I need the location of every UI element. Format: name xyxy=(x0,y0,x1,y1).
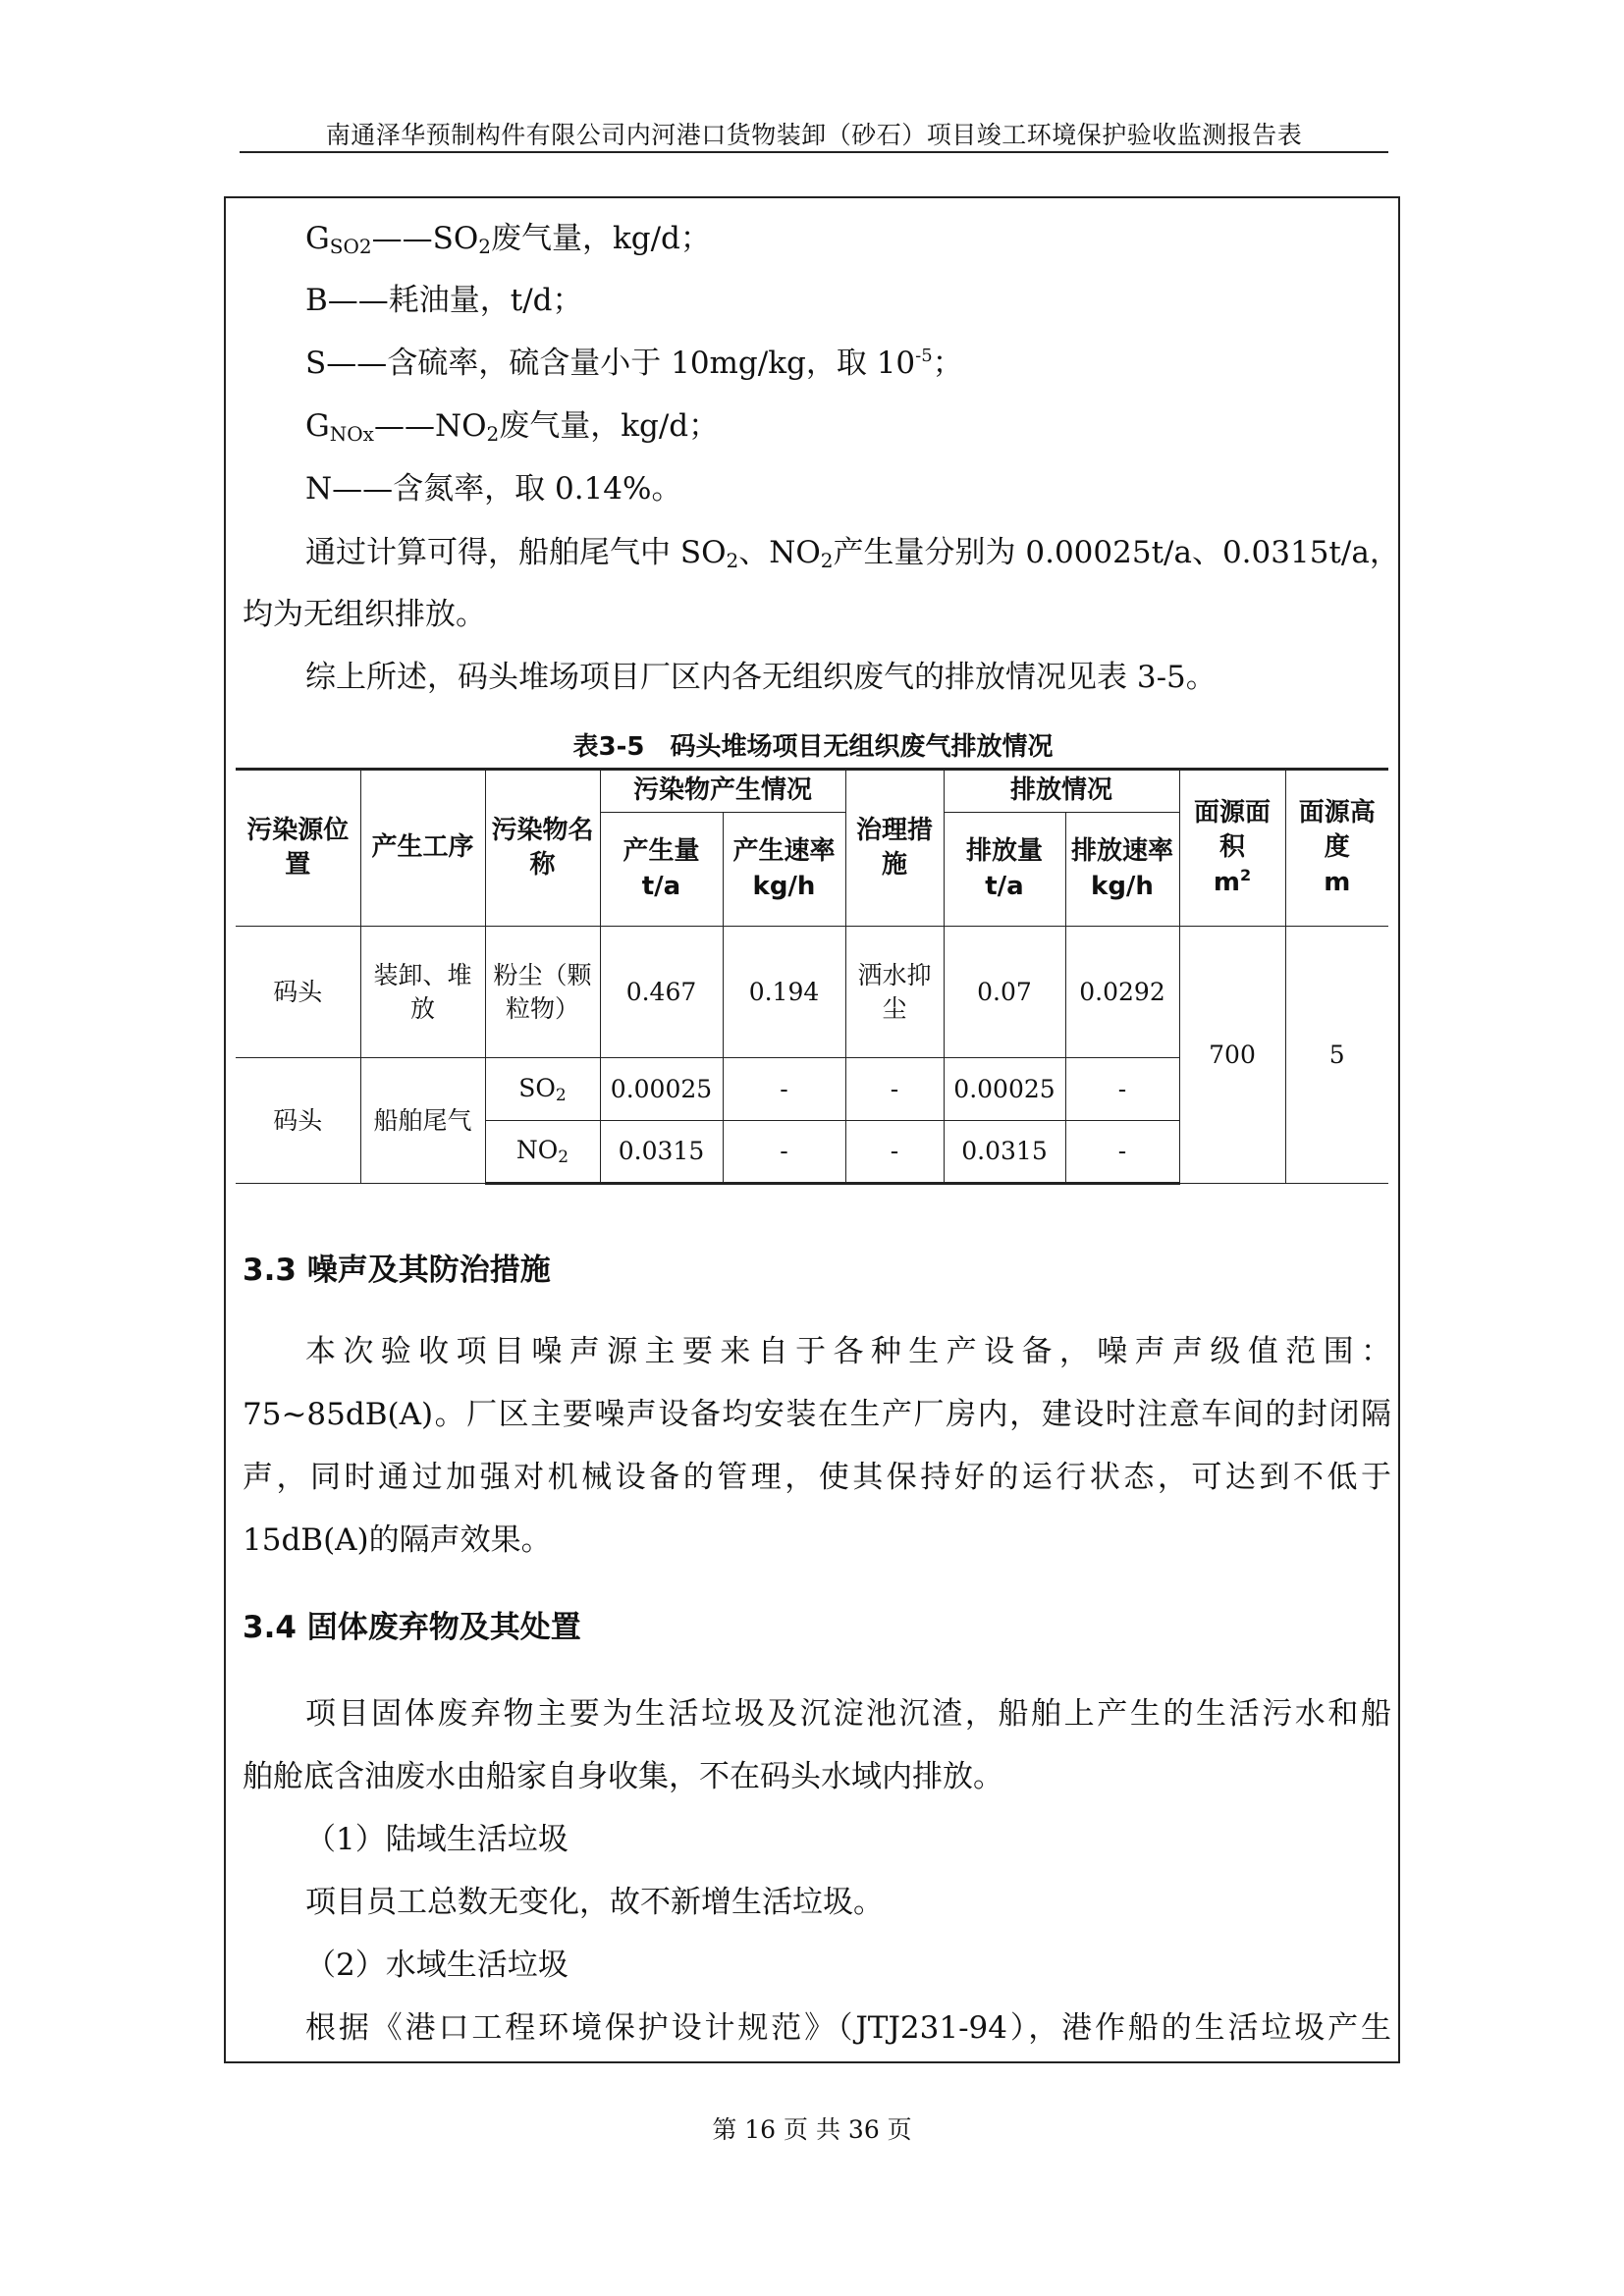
cell-emit-rate: - xyxy=(1065,1058,1179,1121)
header-emission-rate: 排放速率kg/h xyxy=(1065,813,1179,927)
definition-text: 废气量，kg/d； xyxy=(499,408,720,444)
table-caption: 表3-5 码头堆场项目无组织废气排放情况 xyxy=(572,732,1054,762)
header-pollutant: 污染物名称 xyxy=(485,770,600,927)
document-header: 南通泽华预制构件有限公司内河港口货物装卸（砂石）项目竣工环境保护验收监测报告表 xyxy=(325,121,1303,149)
cell-gen-amount: 0.467 xyxy=(600,927,723,1058)
paragraph-line: 15dB(A)的隔声效果。 xyxy=(243,1522,552,1558)
cell-pollutant-text: SO xyxy=(518,1073,556,1102)
paragraph-line: 本次验收项目噪声源主要来自于各种生产设备，噪声声级值范围： xyxy=(305,1334,1391,1369)
definition-text: ； xyxy=(932,346,963,381)
header-rule xyxy=(240,151,1388,153)
definition-b: B——耗油量，t/d； xyxy=(305,283,583,318)
header-generation-amount: 产生量t/a xyxy=(600,813,723,927)
definition-text: S——含硫率，硫含量小于 10mg/kg，取 10 xyxy=(305,346,916,381)
cell-gen-amount: 0.00025 xyxy=(600,1058,723,1121)
header-height-label: 面源高度 xyxy=(1298,798,1376,863)
paragraph-line: （1）陆域生活垃圾 xyxy=(305,1822,568,1857)
definition-text: ——NO xyxy=(373,408,487,444)
cell-gen-rate: - xyxy=(723,1121,845,1184)
definition-gso2 xyxy=(305,213,711,258)
cell-pollutant-subscript: 2 xyxy=(555,1085,567,1105)
paragraph-subscript: 2 xyxy=(820,549,834,572)
cell-gen-rate: 0.194 xyxy=(723,927,845,1058)
header-emission-group: 排放情况 xyxy=(944,770,1179,813)
definition-symbol: G xyxy=(305,408,330,444)
paragraph-text: 产生量分别为 0.00025t/a、0.0315t/a， xyxy=(833,535,1400,570)
page-number: 第 16 页 共 36 页 xyxy=(712,2115,912,2144)
cell-treatment: 洒水抑尘 xyxy=(845,927,944,1058)
definition-subscript: SO2 xyxy=(329,235,372,258)
cell-pollutant xyxy=(485,1058,600,1121)
paragraph-line: （2）水域生活垃圾 xyxy=(305,1948,568,1983)
cell-emit-amount: 0.07 xyxy=(944,927,1065,1058)
cell-process: 船舶尾气 xyxy=(360,1058,485,1184)
cell-gen-amount: 0.0315 xyxy=(600,1121,723,1184)
cell-height: 5 xyxy=(1285,927,1388,1184)
definition-s xyxy=(305,338,963,382)
header-height xyxy=(1285,770,1388,927)
header-location: 污染源位置 xyxy=(236,770,360,927)
definition-subscript: 2 xyxy=(478,235,491,258)
header-area-label: 面源面积 xyxy=(1193,797,1271,862)
cell-location: 码头 xyxy=(236,1058,360,1184)
paragraph-line: 声，同时通过加强对机械设备的管理，使其保持好的运行状态，可达到不低于 xyxy=(243,1460,1391,1495)
paragraph-text: 、NO xyxy=(738,535,821,570)
cell-treatment: - xyxy=(845,1121,944,1184)
header-generation-group: 污染物产生情况 xyxy=(600,770,845,813)
header-area xyxy=(1179,770,1285,927)
cell-emit-amount: 0.0315 xyxy=(944,1121,1065,1184)
cell-emit-rate: - xyxy=(1065,1121,1179,1184)
header-area-unit-sup: 2 xyxy=(1239,866,1252,885)
cell-pollutant xyxy=(485,1121,600,1184)
cell-gen-rate: - xyxy=(723,1058,845,1121)
cell-pollutant-text: NO xyxy=(515,1136,559,1165)
cell-pollutant: 粉尘（颗粒物） xyxy=(485,927,600,1058)
definition-subscript: 2 xyxy=(486,422,500,446)
definition-gnox xyxy=(305,400,719,446)
paragraph-line: 75~85dB(A)。厂区主要噪声设备均安装在生产厂房内，建设时注意车间的封闭隔 xyxy=(243,1397,1391,1432)
paragraph-line: 综上所述，码头堆场项目厂区内各无组织废气的排放情况见表 3-5。 xyxy=(305,660,1217,695)
section-heading: 3.4 固体废弃物及其处置 xyxy=(243,1610,581,1645)
cell-process: 装卸、堆放 xyxy=(360,927,485,1058)
section-heading: 3.3 噪声及其防治措施 xyxy=(243,1253,551,1288)
definition-text: ——SO xyxy=(371,221,479,256)
paragraph-line: 根据《港口工程环境保护设计规范》（JTJ231-94），港作船的生活垃圾产生 xyxy=(305,2010,1391,2046)
definition-superscript: -5 xyxy=(915,346,933,366)
paragraph-text: 通过计算可得，船舶尾气中 SO xyxy=(305,535,727,570)
header-process: 产生工序 xyxy=(360,770,485,927)
definition-n: N——含氮率，取 0.14%。 xyxy=(305,471,682,507)
cell-pollutant-subscript: 2 xyxy=(558,1148,569,1168)
cell-treatment: - xyxy=(845,1058,944,1121)
table-row xyxy=(236,927,1388,1058)
paragraph-subscript: 2 xyxy=(726,549,739,572)
definition-text: 废气量，kg/d； xyxy=(490,221,711,256)
header-treatment: 治理措施 xyxy=(845,770,944,927)
paragraph-line: 项目员工总数无变化，故不新增生活垃圾。 xyxy=(305,1885,884,1920)
header-emission-amount: 排放量t/a xyxy=(944,813,1065,927)
definition-subscript: NOx xyxy=(329,422,374,446)
header-height-unit: m xyxy=(1324,867,1351,897)
cell-location: 码头 xyxy=(236,927,360,1058)
header-area-unit: m xyxy=(1213,868,1240,898)
definition-symbol: G xyxy=(305,221,330,256)
emission-table xyxy=(236,768,1388,1185)
paragraph-line xyxy=(305,527,1400,572)
paragraph-line: 项目固体废弃物主要为生活垃圾及沉淀池沉渣，船舶上产生的生活污水和船 xyxy=(305,1696,1391,1732)
paragraph-line: 均为无组织排放。 xyxy=(243,597,486,632)
cell-emit-rate: 0.0292 xyxy=(1065,927,1179,1058)
cell-area: 700 xyxy=(1179,927,1285,1184)
cell-emit-amount: 0.00025 xyxy=(944,1058,1065,1121)
paragraph-line: 舶舱底含油废水由船家自身收集，不在码头水域内排放。 xyxy=(243,1759,1003,1794)
header-generation-rate: 产生速率 kg/h xyxy=(723,813,845,927)
